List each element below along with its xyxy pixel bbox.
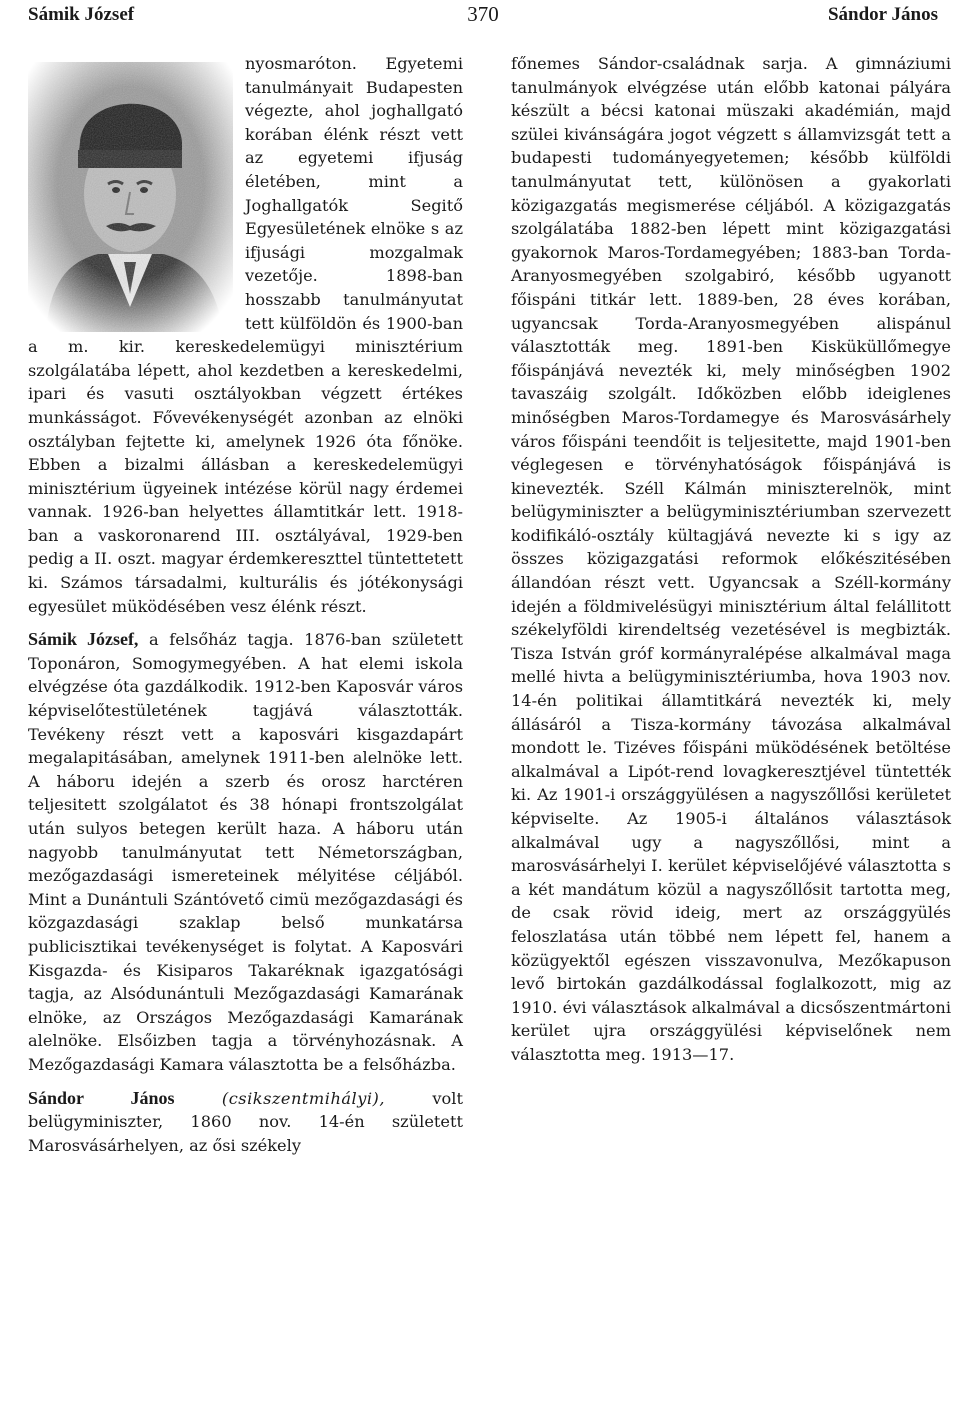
page-number: 370 (467, 2, 499, 26)
biography-samik-jozsef (28, 628, 463, 1076)
entry-text: a felsőház tagja. 1876-ban született Toponáron, Somogymegyében. A hat elemi iskola elvégzése óta gazdálkodik. 1912-ben Kaposvár város képviselőtestületének tagjává választották. Tevékeny részt vett a kaposvári kisgazdapárt megalapitásában, amelynek 1911-ben alelnöke lett. A háboru idején a szerb és orosz harctéren teljesitett szolgálatot és 38 hónapi frontszolgálat után sulyos betegen került haza. A háboru után nagyobb tanulmányutat tett Németországban, mezőgazdasági ismereteinek mélyitése céljából. Mint a Dunántuli Szántóvető cimü mezőgazdasági és közgazdasági szaklap belső munkatársa publicisztikai tevékenységet is folytat. A Kaposvári Kisgazda- és Kisiparos Takaréknak igazgatósági tagja, az Alsódunántuli Mezőgazdasági Kamarának elnöke, az Országos Mezőgazdasági Kamarának alelnöke. Elsőizben tagja a törvényhozásnak. A Mezőgazdasági Kamara választotta be a felsőházba. (28, 630, 463, 1074)
biography-sandor-janos (28, 1087, 463, 1158)
biography-sandor-janos-continued: főnemes Sándor-családnak sarja. A gimnáziumi tanulmányok elvégzése után előbb katonai pályára készült a bécsi katonai müszaki akadémián, majd szülei kivánságára jogot végzett s államvizsgát tett a budapesti tudományegyetemen; később külföldi tanulmányutat tett, különösen a gyakorlati közigazgatás megismerése céljából. A közigazgatás szolgálatába 1882-ben lépett mint közigazgatási gyakornok Maros-Tordamegyében; 1883-ban Torda-Aranyosmegyében szolgabiró, később ugyanott főispáni titkár lett. 1889-ben, 28 éves korában, ugyancsak Torda-Aranyosmegyében alispánul választották meg. 1891-ben Kisküküllőmegye főispánjává nevezték ki, mely minőségben 1902 tavaszáig szolgált. Időközben előbb ideiglenes minőségben Maros-Tordamegye és Marosvásárhely város főispáni teendőit is teljesitette, majd 1901-ben véglegesen e törvényhatóságok főispánjává is kinevezték. Széll Kálmán miniszterelnök, mint belügyminiszter a belügyminisztériumban szervezett kodifikáló-osztály kültagjává nevezte ki s igy az összes közigazgatási reformok előkészitésében állandóan részt vett. Ugyancsak a Széll-kormány idején a földmivelésügyi minisztérium által felállitott székelyföldi kirendeltség vezetésével is megbizták. Tisza István gróf kormányralépése alkalmával maga mellé hivta a belügyminisztériumba, hova 1903 nov. 14-én politikai államtitkárá nevezték ki, mely állásáról a Tisza-kormány távozása alkalmával mondott le. Tizéves főispáni müködésének betöltése alkalmával a Lipót-rend lovagkeresztjével tüntették ki. Az 1901-i országgyülésen a nagyszőllősi kerületet képviselte. Az 1905-i általános választások alkalmával ugy a nagyszőllősi, mint a marosvásárhelyi I. kerület képviselőjévé választotta s a két mandátum közül a nagyszőllősit tartotta meg, de csak rövid ideig, mert az országgyülés feloszlatása után többé nem lépett fel, hanem a közügyektől egészen visszavonulva, Mezőkapuson levő birtokán gazdálkodással foglalkozott, mig az 1910. évi választások alkalmával a dicsőszentmártoni kerület ujra országgyülési képviselőnek nem választotta meg. 1913—17. (511, 54, 951, 1064)
left-column (28, 52, 463, 1157)
portrait-image (28, 62, 233, 332)
continuation-text: nyosmaróton. Egyetemi tanulmányait Budapesten végezte, ahol joghallgató korában élénk részt vett az egyetemi ifjuság életében, mint a Joghallgatók Segitő Egyesületének elnöke s az ifjusági mozgalmak vezetője. 1898-ban hosszabb tanulmányutat tett külföldön és 1900-ban a m. kir. kereskedelemügyi minisztérium szolgálatába lépett, ahol kezdetben a kereskedelmi, ipari és vasuti osztályokban végzett értékes munkásságot. Fővevékenységét azonban az elnöki osztályban fejtette ki, amelynek 1926 óta főnöke. Ebben a bizalmi állásban a kereskedelemügyi minisztérium ügyeinek intézése körül nagy érdemei vannak. 1926-ban helyettes államtitkár lett. 1918-ban a vaskoronarend III. osztályával, 1929-ben pedig a II. oszt. magyar érdemkereszttel tüntettetett ki. Számos társadalmi, kulturális és jótékonysági egyesület müködésében vesz élénk részt. (28, 54, 463, 616)
entry-name: Sámik József, (28, 629, 139, 650)
entry-name: Sándor János (28, 1087, 175, 1108)
header-left-name: Sámik József (28, 4, 135, 25)
paragraph-continuation (28, 52, 463, 618)
entry-alias: (csikszentmihályi), (221, 1088, 385, 1108)
page-header (28, 4, 938, 30)
portrait-photo (28, 62, 233, 332)
entry-text: volt belügyminiszter, 1860 nov. 14-én született Marosvásárhelyen, az ősi székely (28, 1088, 463, 1155)
right-column (511, 52, 951, 1067)
header-right-name: Sándor János (827, 4, 938, 25)
